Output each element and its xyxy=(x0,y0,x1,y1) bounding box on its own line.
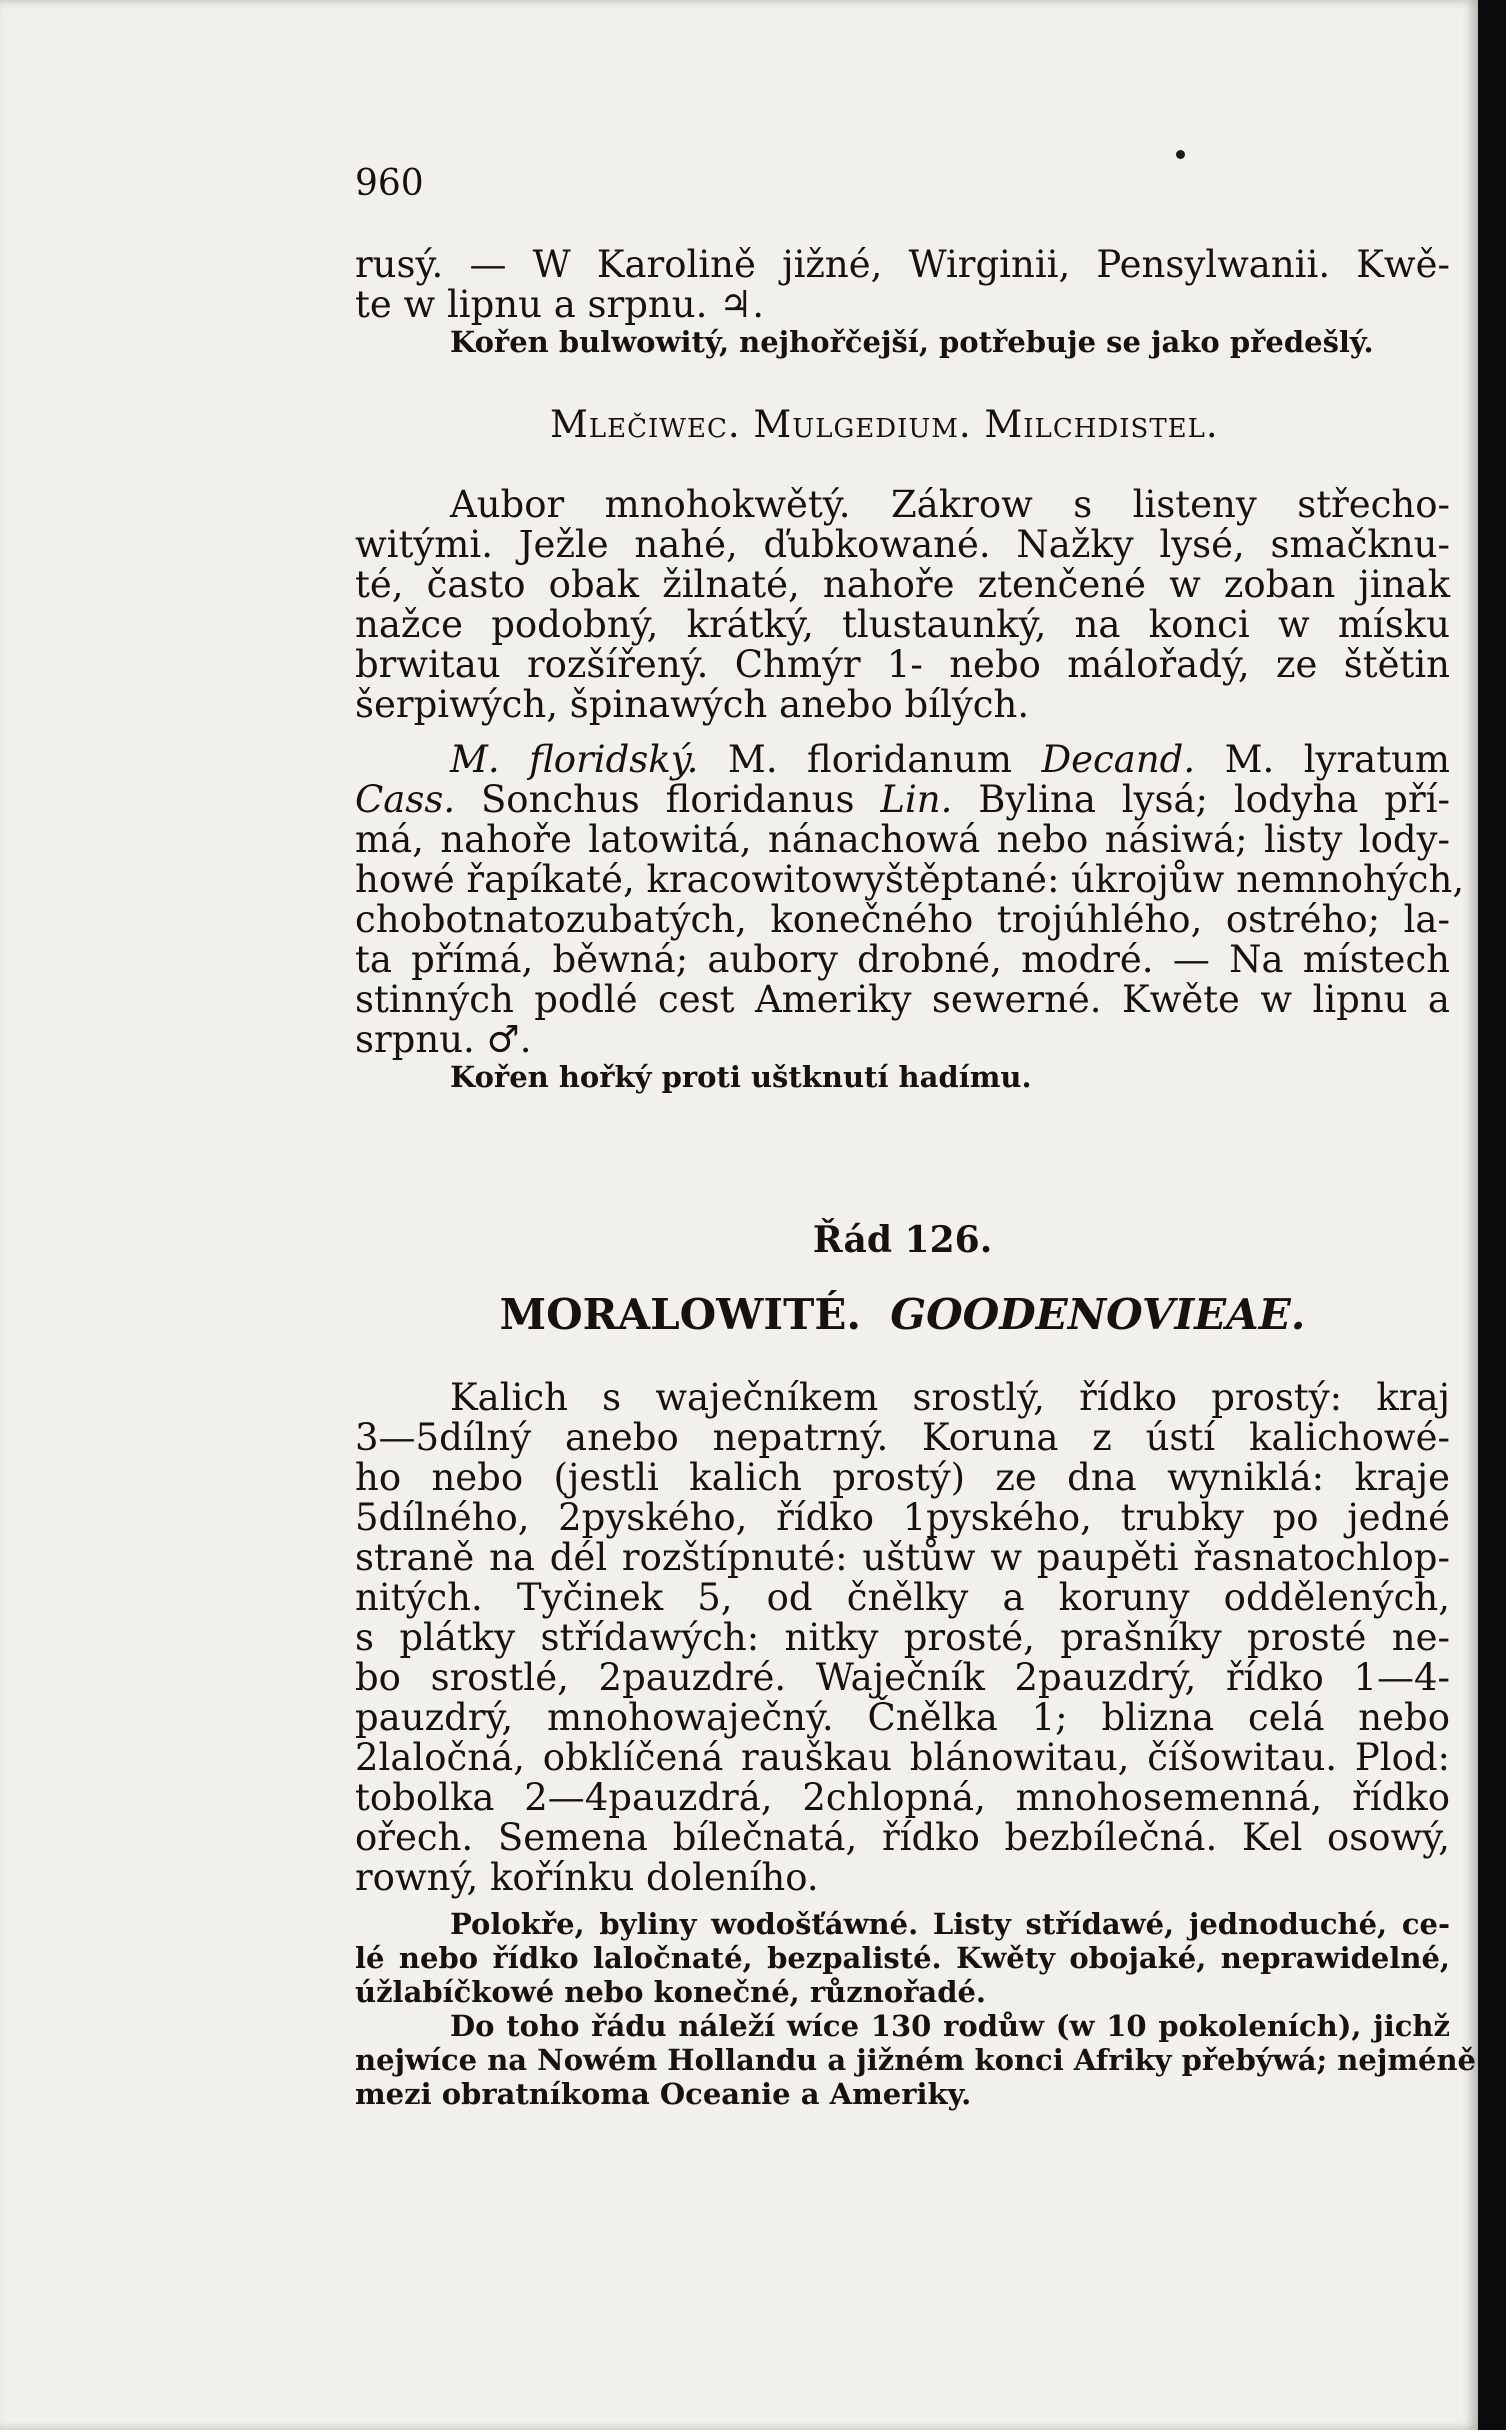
text-line: té, často obak žilnaté, nahoře ztenčené w zoban jinak xyxy=(355,563,1450,606)
species-block xyxy=(355,738,1465,1094)
order-name-block xyxy=(355,1285,1450,1345)
species-author: Lin. xyxy=(880,778,953,821)
page-number: 960 xyxy=(355,163,424,204)
text-line: srpnu. ♂. xyxy=(355,1018,532,1061)
species-synonym: Sonchus floridanus xyxy=(455,778,881,821)
text-line: Kalich s waječníkem srostlý, řídko prostý: kraj xyxy=(450,1376,1450,1419)
print-dot xyxy=(1176,150,1185,159)
order-heading-block xyxy=(355,1215,1450,1265)
text-line: nažce podobný, krátký, tlustaunký, na konci w mísku xyxy=(355,603,1450,646)
text-line: brwitau rozšířený. Chmýr 1- nebo málořadý, ze štětin xyxy=(355,643,1450,686)
text-line: šerpiwých, špinawých anebo bílých. xyxy=(355,683,1030,726)
genus-description xyxy=(355,485,1450,725)
text-line: 5dílného, 2pyského, řídko 1pyského, trubky po jedné xyxy=(355,1496,1450,1539)
text-line: tobolka 2—4pauzdrá, 2chlopná, mnohosemenná, řídko xyxy=(355,1776,1450,1819)
note-line: nejwíce na Nowém Hollandu a jižném konci Afriky přebýwá; nejméně xyxy=(355,2043,1477,2077)
note-line: Polokře, byliny wodošťáwné. Listy střídawé, jednoduché, ce- xyxy=(450,1907,1450,1941)
genus-heading-block xyxy=(355,405,1450,445)
text-line: howé řapíkaté, kracowitowyštěptané: úkrojůw nemnohých, xyxy=(355,858,1465,901)
species-synonym: M. floridanum xyxy=(698,738,1042,781)
order-name-latin: GOODENOVIEAE. xyxy=(890,1290,1306,1339)
note-line: úžlabíčkowé nebo konečné, různořadé. xyxy=(355,1975,987,2009)
species-author: Cass. xyxy=(355,778,456,821)
text-line: bo srostlé, 2pauzdré. Waječník 2pauzdrý, řídko 1—4- xyxy=(355,1656,1450,1699)
root-note: Kořen hořký proti uštknutí hadímu. xyxy=(450,1060,1032,1094)
text-line: witými. Ježle nahé, ďubkowané. Nažky lysé, smačknu- xyxy=(355,523,1450,566)
species-author: Decand. xyxy=(1041,738,1196,781)
order-number: Řád 126. xyxy=(812,1219,993,1261)
text-line: ta přímá, běwná; aubory drobné, modré. — Na místech xyxy=(355,938,1450,981)
order-description xyxy=(355,1378,1450,1898)
text-line: s plátky střídawých: nitky prosté, prašníky prosté ne- xyxy=(355,1616,1450,1659)
note-line: lé nebo řídko laločnaté, bezpalisté. Kwěty obojaké, neprawidelné, xyxy=(355,1941,1450,1975)
species-line xyxy=(355,740,1450,780)
order-name-czech: MORALOWITÉ. xyxy=(499,1290,861,1339)
species-synonym: M. lyratum xyxy=(1195,738,1450,781)
order-notes xyxy=(355,1907,1477,2111)
species-name: M. floridský. xyxy=(450,738,699,781)
text-line: 3—5dílný anebo nepatrný. Koruna z ústí kalichowé- xyxy=(355,1416,1450,1459)
order-name xyxy=(355,1285,1450,1345)
text-line: nitých. Tyčinek 5, od čnělky a koruny oddělených, xyxy=(355,1576,1450,1619)
text-line: má, nahoře latowitá, nánachowá nebo násiwá; listy lody- xyxy=(355,818,1450,861)
text-line: Aubor mnohokwětý. Zákrow s listeny střecho- xyxy=(450,483,1450,526)
text-line: rusý. — W Karolině jižné, Wirginii, Pensylwanii. Kwě- xyxy=(355,243,1450,286)
text-line: te w lipnu a srpnu. ♃. xyxy=(355,283,765,326)
note-line: mezi obratníkoma Oceanie a Ameriky. xyxy=(355,2077,972,2111)
note-line: Do toho řádu náleží wíce 130 rodůw (w 10 pokoleních), jichž xyxy=(450,2009,1450,2043)
text-line: 2laločná, obklíčená rauškau blánowitau, číšowitau. Plod: xyxy=(355,1736,1450,1779)
genus-heading: Mlečiwec. Mulgedium. Milchdistel. xyxy=(550,403,1219,446)
species-text: Bylina lysá; lodyha pří- xyxy=(952,778,1450,821)
text-line: pauzdrý, mnohowaječný. Čnělka 1; blizna celá nebo xyxy=(355,1696,1450,1739)
root-note: Kořen bulwowitý, nejhořčejší, potřebuje se jako předešlý. xyxy=(450,325,1374,359)
text-line: straně na dél rozštípnuté: uštůw w paupěti řasnatochlop- xyxy=(355,1536,1450,1579)
text-line: ho nebo (jestli kalich prostý) ze dna wyniklá: kraje xyxy=(355,1456,1450,1499)
text-line: rowný, kořínku doleního. xyxy=(355,1856,819,1899)
text-line: chobotnatozubatých, konečného trojúhlého, ostrého; la- xyxy=(355,898,1450,941)
species-line xyxy=(355,780,1450,820)
continuation-block xyxy=(355,245,1450,359)
text-line: stinných podlé cest Ameriky sewerné. Kwěte w lipnu a xyxy=(355,978,1450,1021)
text-line: ořech. Semena bílečnatá, řídko bezbílečná. Kel osowý, xyxy=(355,1816,1450,1859)
